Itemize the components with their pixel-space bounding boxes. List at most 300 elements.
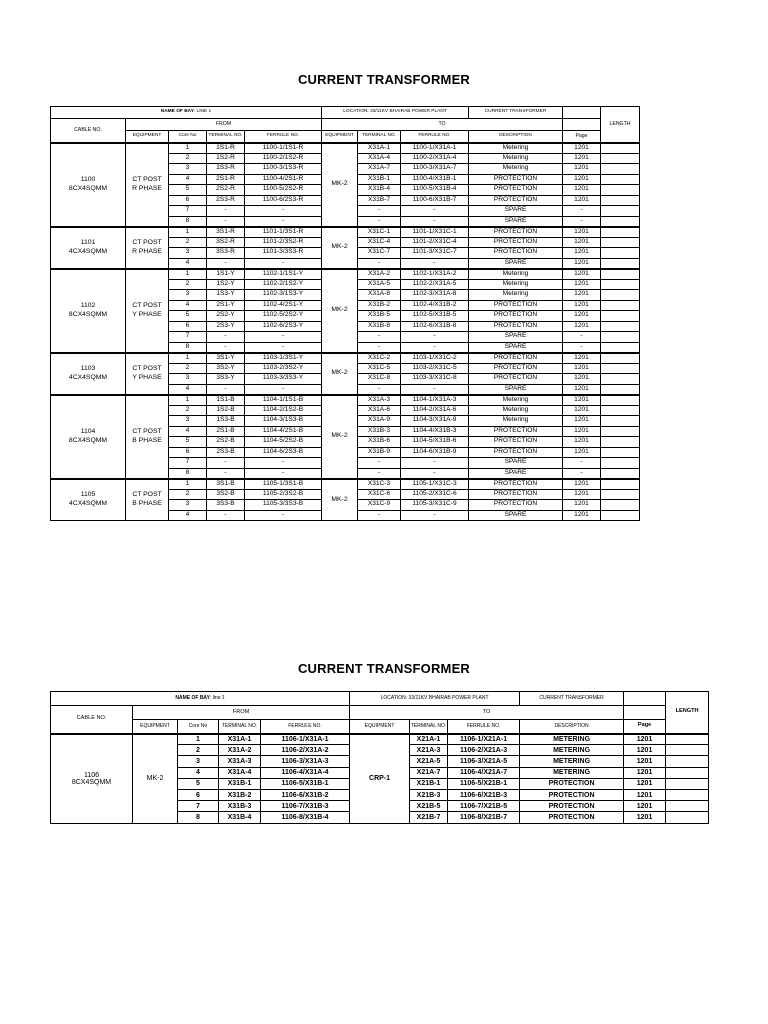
location-cell: LOCATION: 33/11KV BHAIRAB POWER PLANT (350, 692, 520, 706)
page-cell: 1201 (563, 269, 601, 280)
terminal-no-cell: 2S2-R (207, 185, 245, 196)
cable-no-cell (51, 269, 126, 353)
description-cell: PROTECTION (520, 778, 624, 789)
equipment-header: EQUIPMENT (133, 720, 178, 734)
to-equipment-cell: MK-2 (322, 269, 358, 353)
page-cell: 1201 (624, 767, 666, 778)
length-cell (601, 489, 640, 500)
to-terminal-no-cell: X31A-6 (358, 405, 401, 416)
cable-no-cell-line: 1101 (80, 239, 96, 247)
length-cell (601, 227, 640, 238)
description-cell: PROTECTION (469, 185, 563, 196)
description-cell: PROTECTION (469, 227, 563, 238)
to-ferrule-no-cell: 1102-3/X31A-8 (401, 290, 469, 301)
page-cell: 1201 (563, 353, 601, 364)
to-terminal-no-cell: X31C-6 (358, 489, 401, 500)
cable-no-cell (51, 227, 126, 269)
to-equipment-header: EQUIPMENT (350, 720, 410, 734)
to-terminal-no-cell: - (358, 258, 401, 269)
to-terminal-no-cell: X21A-1 (410, 734, 448, 745)
ferrule-no-cell: - (245, 342, 322, 353)
page-cell: 1201 (563, 321, 601, 332)
to-ferrule-no-cell: - (401, 258, 469, 269)
to-terminal-no-cell: X21A-5 (410, 756, 448, 767)
from-header: FROM (126, 119, 322, 131)
page-cell: 1201 (563, 479, 601, 490)
ferrule-no-cell: 1104-5/2S2-B (245, 437, 322, 448)
core-no-cell: 5 (178, 778, 219, 789)
from-equipment-cell (126, 269, 169, 353)
to-terminal-no-cell: - (358, 510, 401, 521)
length-cell (601, 164, 640, 175)
to-terminal-no-cell: - (358, 206, 401, 217)
ferrule-no-cell: 1106-5/X31B-1 (261, 778, 350, 789)
description-cell: PROTECTION (469, 248, 563, 259)
core-no-cell: 5 (169, 437, 207, 448)
to-ferrule-no-cell: - (401, 342, 469, 353)
length-cell (666, 767, 709, 778)
terminal-no-cell: 1S3-R (207, 164, 245, 175)
to-terminal-no-cell: X21A-7 (410, 767, 448, 778)
core-no-cell: 4 (169, 384, 207, 395)
header-blank (563, 119, 601, 131)
to-ferrule-no-cell: 1100-2/X31A-4 (401, 153, 469, 164)
to-terminal-no-cell: X31A-9 (358, 416, 401, 427)
from-equipment-cell-line: CT POST (132, 239, 162, 247)
ferrule-no-cell: 1100-4/2S1-R (245, 174, 322, 185)
from-equipment-cell-line: B PHASE (132, 436, 162, 444)
ferrule-no-cell: 1102-2/1S2-Y (245, 279, 322, 290)
core-no-header: Core No (178, 720, 219, 734)
terminal-no-cell: 3S2-R (207, 237, 245, 248)
to-ferrule-no-cell: - (401, 468, 469, 479)
cable-no-cell-line: 8CX4SQMM (71, 778, 112, 786)
cable-no-cell-line: 4CX4SQMM (68, 247, 108, 255)
terminal-no-cell: - (207, 332, 245, 343)
length-cell (601, 479, 640, 490)
to-terminal-no-cell: X31B-6 (358, 437, 401, 448)
cable-no-cell (51, 353, 126, 395)
description-cell: Metering (469, 143, 563, 154)
from-equipment-cell (126, 479, 169, 521)
ferrule-no-cell: 1106-3/X31A-3 (261, 756, 350, 767)
ferrule-no-cell: 1106-8/X31B-4 (261, 812, 350, 823)
description-cell: PROTECTION (469, 500, 563, 511)
ferrule-no-cell: 1105-2/3S2-B (245, 489, 322, 500)
page-cell: 1201 (563, 174, 601, 185)
terminal-no-cell: 2S2-B (207, 437, 245, 448)
length-cell (601, 143, 640, 154)
from-equipment-cell (126, 395, 169, 479)
to-terminal-no-cell: X31C-5 (358, 363, 401, 374)
length-cell (601, 395, 640, 406)
to-ferrule-no-cell: 1104-2/X31A-6 (401, 405, 469, 416)
terminal-no-cell: - (207, 510, 245, 521)
from-equipment-cell-line: CT POST (132, 365, 162, 373)
to-terminal-no-cell: X31A-7 (358, 164, 401, 175)
to-terminal-no-header: TERMINAL NO. (358, 131, 401, 143)
to-ferrule-no-cell: 1105-3/X31C-9 (401, 500, 469, 511)
terminal-no-cell: 3S3-Y (207, 374, 245, 385)
to-ferrule-no-cell: 1105-1/X31C-3 (401, 479, 469, 490)
description-cell: PROTECTION (469, 195, 563, 206)
to-ferrule-no-cell: 1106-8/X21B-7 (448, 812, 520, 823)
terminal-no-cell: 2S3-Y (207, 321, 245, 332)
length-cell (666, 801, 709, 812)
length-cell (601, 342, 640, 353)
page-cell: 1201 (563, 447, 601, 458)
ferrule-no-cell: 1102-6/2S3-Y (245, 321, 322, 332)
core-no-cell: 1 (169, 353, 207, 364)
core-no-cell: 7 (169, 206, 207, 217)
terminal-no-cell: 1S3-Y (207, 290, 245, 301)
description-cell: METERING (520, 745, 624, 756)
core-no-cell: 4 (169, 426, 207, 437)
terminal-no-header: TERMINAL NO. (207, 131, 245, 143)
ferrule-no-cell: 1102-3/1S3-Y (245, 290, 322, 301)
description-cell: PROTECTION (469, 447, 563, 458)
terminal-no-cell: 3S3-R (207, 248, 245, 259)
to-terminal-no-cell: X21A-3 (410, 745, 448, 756)
description-cell: SPARE (469, 332, 563, 343)
cable-no-cell-line: 1103 (80, 365, 96, 373)
terminal-no-cell: 3S2-Y (207, 363, 245, 374)
terminal-no-cell: 2S1-Y (207, 300, 245, 311)
page-cell: 1201 (563, 185, 601, 196)
cable-no-header: CABLE NO. (51, 119, 126, 143)
core-no-cell: 2 (169, 279, 207, 290)
description-header: DESCRIPTION (469, 131, 563, 143)
to-terminal-no-cell: X21B-1 (410, 778, 448, 789)
description-cell: Metering (469, 269, 563, 280)
to-terminal-no-cell: X31A-2 (358, 269, 401, 280)
length-cell (601, 258, 640, 269)
ferrule-no-cell: 1106-2/X31A-2 (261, 745, 350, 756)
length-cell (601, 237, 640, 248)
to-terminal-no-cell: X31B-1 (358, 174, 401, 185)
core-no-cell: 4 (178, 767, 219, 778)
to-terminal-no-cell: X21B-5 (410, 801, 448, 812)
core-no-header: Core No (169, 131, 207, 143)
page-cell: 1201 (624, 812, 666, 823)
ferrule-no-cell: 1101-1/3S1-R (245, 227, 322, 238)
terminal-no-cell: X31B-1 (219, 778, 261, 789)
terminal-no-cell: X31A-2 (219, 745, 261, 756)
page-cell: 1201 (563, 405, 601, 416)
length-cell (601, 300, 640, 311)
core-no-cell: 3 (169, 500, 207, 511)
terminal-no-cell: 1S1-Y (207, 269, 245, 280)
to-ferrule-no-cell: 1106-4/X21A-7 (448, 767, 520, 778)
ferrule-no-cell: 1104-2/1S2-B (245, 405, 322, 416)
to-terminal-no-cell: X31C-3 (358, 479, 401, 490)
core-no-cell: 1 (169, 227, 207, 238)
core-no-cell: 4 (169, 174, 207, 185)
to-ferrule-no-cell: - (401, 510, 469, 521)
table-row (51, 227, 640, 238)
to-ferrule-no-cell: 1103-3/X31C-8 (401, 374, 469, 385)
length-cell (601, 437, 640, 448)
length-header: LENGTH (601, 107, 640, 143)
to-ferrule-no-cell: 1101-3/X31C-7 (401, 248, 469, 259)
page-cell: 1201 (563, 227, 601, 238)
table-row (51, 479, 640, 490)
length-cell (601, 279, 640, 290)
to-terminal-no-cell: X21B-3 (410, 789, 448, 800)
terminal-no-cell: 3S1-B (207, 479, 245, 490)
core-no-cell: 6 (169, 447, 207, 458)
page-cell: 1201 (563, 258, 601, 269)
terminal-no-cell: X31B-2 (219, 789, 261, 800)
to-ferrule-no-cell: 1104-1/X31A-3 (401, 395, 469, 406)
page-cell: 1201 (563, 300, 601, 311)
to-terminal-no-cell: X31B-8 (358, 321, 401, 332)
length-cell (601, 500, 640, 511)
core-no-cell: 1 (169, 479, 207, 490)
ferrule-no-cell: 1100-6/2S3-R (245, 195, 322, 206)
ferrule-no-cell: 1104-1/1S1-B (245, 395, 322, 406)
terminal-no-cell: X31B-3 (219, 801, 261, 812)
description-cell: PROTECTION (469, 237, 563, 248)
terminal-no-cell: 1S3-B (207, 416, 245, 427)
length-cell (601, 174, 640, 185)
length-cell (601, 195, 640, 206)
core-no-cell: 3 (178, 756, 219, 767)
terminal-no-cell: X31B-4 (219, 812, 261, 823)
to-ferrule-no-cell: - (401, 206, 469, 217)
cable-no-cell-line: 1100 (80, 176, 96, 184)
length-cell (601, 458, 640, 469)
to-terminal-no-cell: X31A-3 (358, 395, 401, 406)
length-cell (601, 384, 640, 395)
length-cell (601, 153, 640, 164)
description-header: DESCRIPTION (520, 720, 624, 734)
to-terminal-no-cell: X31C-7 (358, 248, 401, 259)
from-equipment-cell-line: R PHASE (132, 247, 162, 255)
length-cell (666, 734, 709, 745)
name-of-bay-value: : LINE 1 (193, 109, 212, 115)
ferrule-no-cell: 1100-2/1S2-R (245, 153, 322, 164)
ferrule-no-cell: 1106-4/X31A-4 (261, 767, 350, 778)
page-cell: 1201 (563, 237, 601, 248)
page-cell: - (563, 342, 601, 353)
page-cell: 1201 (563, 500, 601, 511)
terminal-no-cell: - (207, 468, 245, 479)
to-terminal-no-cell: X31A-5 (358, 279, 401, 290)
length-cell (601, 510, 640, 521)
ferrule-no-cell: 1102-4/2S1-Y (245, 300, 322, 311)
to-equipment-cell: MK-2 (322, 353, 358, 395)
to-ferrule-no-cell: 1106-7/X21B-5 (448, 801, 520, 812)
to-terminal-no-cell: X31B-5 (358, 311, 401, 322)
cable-no-cell-line: 1106 (83, 771, 100, 779)
core-no-cell: 4 (169, 510, 207, 521)
ferrule-no-cell: 1100-3/1S3-R (245, 164, 322, 175)
from-equipment-cell (126, 143, 169, 227)
to-terminal-no-cell: X31C-1 (358, 227, 401, 238)
ct-wiring-table-1 (50, 106, 640, 521)
to-ferrule-no-cell: 1104-3/X31A-9 (401, 416, 469, 427)
description-cell: PROTECTION (469, 353, 563, 364)
description-cell: METERING (520, 734, 624, 745)
page-header: Page (624, 720, 666, 734)
cable-no-cell (51, 734, 133, 824)
ferrule-no-cell: - (245, 206, 322, 217)
from-equipment-cell-line: R PHASE (132, 184, 162, 192)
header-blank (624, 692, 666, 706)
core-no-cell: 1 (169, 395, 207, 406)
to-ferrule-no-cell: 1102-4/X31B-2 (401, 300, 469, 311)
name-of-bay-value: : line 1 (209, 695, 225, 701)
core-no-cell: 5 (169, 185, 207, 196)
ferrule-no-cell: - (245, 458, 322, 469)
terminal-no-cell: 1S1-R (207, 143, 245, 154)
terminal-no-cell: 2S2-Y (207, 311, 245, 322)
from-equipment-cell-line: CT POST (132, 428, 162, 436)
to-equipment-cell: CRP-1 (350, 734, 410, 824)
table-row (51, 734, 709, 745)
to-terminal-no-cell: X31B-3 (358, 426, 401, 437)
table-row (51, 269, 640, 280)
from-header: FROM (133, 706, 350, 720)
to-terminal-no-cell: X31C-4 (358, 237, 401, 248)
page-cell: 1201 (563, 195, 601, 206)
page-cell: 1201 (624, 778, 666, 789)
terminal-no-cell: - (207, 384, 245, 395)
description-cell: PROTECTION (469, 437, 563, 448)
header-blank (624, 706, 666, 720)
name-of-bay-cell (51, 107, 322, 119)
terminal-no-cell: - (207, 458, 245, 469)
to-ferrule-no-cell: 1106-1/X21A-1 (448, 734, 520, 745)
core-no-cell: 8 (169, 468, 207, 479)
core-no-cell: 8 (169, 342, 207, 353)
core-no-cell: 3 (169, 164, 207, 175)
to-ferrule-no-cell: 1102-1/X31A-2 (401, 269, 469, 280)
terminal-no-cell: 1S2-B (207, 405, 245, 416)
from-equipment-cell (126, 227, 169, 269)
ferrule-no-cell: 1100-1/1S1-R (245, 143, 322, 154)
description-cell: SPARE (469, 342, 563, 353)
cable-no-cell-line: 8CX4SQMM (68, 184, 108, 192)
to-ferrule-no-cell: - (401, 332, 469, 343)
equipment-header: EQUIPMENT (126, 131, 169, 143)
core-no-cell: 8 (178, 812, 219, 823)
page-cell: 1201 (563, 311, 601, 322)
ferrule-no-cell: 1101-3/3S3-R (245, 248, 322, 259)
to-terminal-no-cell: - (358, 342, 401, 353)
to-equipment-header: EQUIPMENT (322, 131, 358, 143)
length-cell (666, 745, 709, 756)
cable-no-cell-line: 4CX4SQMM (68, 499, 108, 507)
length-cell (601, 447, 640, 458)
core-no-cell: 5 (169, 311, 207, 322)
terminal-no-cell: 3S1-Y (207, 353, 245, 364)
terminal-no-cell: 3S2-B (207, 489, 245, 500)
terminal-no-cell: 3S1-R (207, 227, 245, 238)
to-ferrule-no-cell: - (401, 216, 469, 227)
page-header: Page (563, 131, 601, 143)
current-transformer-label: CURRENT TRANSFORMER (520, 692, 624, 706)
description-cell: PROTECTION (469, 311, 563, 322)
length-cell (601, 290, 640, 301)
to-terminal-no-header: TERMINAL NO. (410, 720, 448, 734)
cable-no-cell-line: 1105 (80, 491, 96, 499)
page-cell: 1201 (624, 801, 666, 812)
description-cell: PROTECTION (469, 300, 563, 311)
page-cell: 1201 (563, 426, 601, 437)
to-terminal-no-cell: X31B-4 (358, 185, 401, 196)
terminal-no-cell: - (207, 342, 245, 353)
to-ferrule-no-cell: 1104-5/X31B-6 (401, 437, 469, 448)
page-cell: 1201 (624, 745, 666, 756)
description-cell: Metering (469, 164, 563, 175)
length-cell (601, 416, 640, 427)
core-no-cell: 1 (169, 269, 207, 280)
to-ferrule-no-cell: 1106-3/X21A-5 (448, 756, 520, 767)
core-no-cell: 6 (169, 321, 207, 332)
to-ferrule-no-cell: 1106-6/X21B-3 (448, 789, 520, 800)
page-cell: 1201 (624, 789, 666, 800)
document-title: CURRENT TRANSFORMER (297, 72, 471, 87)
page-cell: 1201 (563, 510, 601, 521)
to-ferrule-no-cell: 1103-1/X31C-2 (401, 353, 469, 364)
ferrule-no-header: FERRULE NO. (245, 131, 322, 143)
core-no-cell: 1 (169, 143, 207, 154)
core-no-cell: 6 (169, 195, 207, 206)
description-cell: Metering (469, 153, 563, 164)
to-equipment-cell: MK-2 (322, 479, 358, 521)
to-equipment-cell: MK-2 (322, 395, 358, 479)
to-ferrule-no-header: FERRULE NO. (448, 720, 520, 734)
terminal-no-cell: X31A-3 (219, 756, 261, 767)
to-ferrule-no-cell: 1102-2/X31A-5 (401, 279, 469, 290)
terminal-no-cell: 1S2-Y (207, 279, 245, 290)
table-row (51, 395, 640, 406)
page-cell: 1201 (624, 756, 666, 767)
to-ferrule-no-cell: 1100-6/X31B-7 (401, 195, 469, 206)
page-cell: 1201 (563, 164, 601, 175)
terminal-no-cell: - (207, 206, 245, 217)
cable-no-cell-line: 1104 (80, 428, 96, 436)
terminal-no-cell: 2S3-B (207, 447, 245, 458)
page-cell: 1201 (563, 416, 601, 427)
description-cell: SPARE (469, 384, 563, 395)
name-of-bay-label: NAME OF BAY (175, 695, 210, 701)
ferrule-no-cell: 1103-3/3S3-Y (245, 374, 322, 385)
description-cell: SPARE (469, 510, 563, 521)
to-ferrule-no-cell: 1102-5/X31B-5 (401, 311, 469, 322)
to-ferrule-no-cell: 1103-2/X31C-5 (401, 363, 469, 374)
page-cell: 1201 (624, 734, 666, 745)
core-no-cell: 3 (169, 416, 207, 427)
to-ferrule-no-cell: 1100-5/X31B-4 (401, 185, 469, 196)
ferrule-no-cell: 1104-6/2S3-B (245, 447, 322, 458)
to-header: TO (322, 119, 563, 131)
to-ferrule-no-cell: 1100-3/X31A-7 (401, 164, 469, 175)
to-terminal-no-cell: X31B-9 (358, 447, 401, 458)
ferrule-no-cell: - (245, 258, 322, 269)
to-ferrule-no-cell: - (401, 384, 469, 395)
core-no-cell: 2 (169, 237, 207, 248)
page-cell: 1201 (563, 395, 601, 406)
page-cell: 1201 (563, 374, 601, 385)
to-terminal-no-cell: - (358, 458, 401, 469)
from-equipment-cell-line: Y PHASE (132, 373, 162, 381)
length-cell (601, 321, 640, 332)
ferrule-no-cell: 1106-1/X31A-1 (261, 734, 350, 745)
page-cell: 1201 (563, 153, 601, 164)
